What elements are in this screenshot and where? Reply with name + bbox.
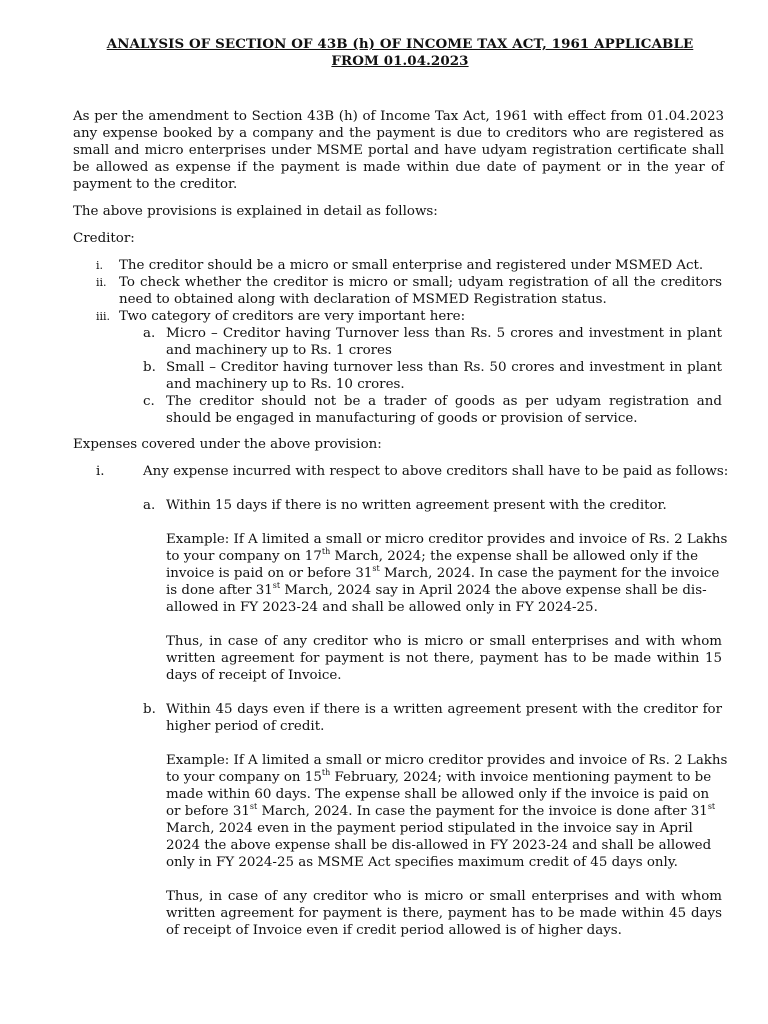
point-b-example-line: March, 2024 even in the payment period stipulated in the invoice say in April	[166, 821, 693, 836]
point-a-thus: Thus, in case of any creditor who is micro or small enterprises and with whom written agreement for payment is not there, payment has to be made within 15 days of receipt of Invoice.	[166, 634, 722, 683]
point-a-example-line: to your company on 17th March, 2024; the expense shall be allowed only if the	[166, 546, 698, 564]
creditor-sub-item: Small – Creditor having turnover less than Rs. 50 crores and investment in plant and machinery up to Rs. 10 crores.	[166, 360, 722, 392]
list-marker: ii.	[96, 276, 107, 289]
point-b-thus: Thus, in case of any creditor who is micro or small enterprises and with whom written agreement for payment is there, payment has to be made within 45 days of receipt of Invoice even if credit period allowed is of higher days.	[166, 889, 722, 938]
sub-list-marker: b.	[143, 702, 156, 717]
point-b-example-line: only in FY 2024-25 as MSME Act specifies maximum credit of 45 days only.	[166, 855, 678, 870]
point-a-example-line: Example: If A limited a small or micro creditor provides and invoice of Rs. 2 Lakhs	[166, 532, 728, 547]
expenses-heading: Expenses covered under the above provision:	[73, 437, 382, 452]
creditor-sub-item: The creditor should not be a trader of goods as per udyam registration and should be engaged in manufacturing of goods or provision of service.	[166, 394, 722, 426]
creditor-list-item: Two category of creditors are very important here:	[119, 309, 466, 324]
sub-list-marker: b.	[143, 360, 156, 375]
point-b-text: Within 45 days even if there is a written agreement present with the creditor for higher period of credit.	[166, 702, 722, 734]
point-b-example-line: or before 31st March, 2024. In case the payment for the invoice is done after 31st	[166, 801, 716, 819]
point-a-example-line: allowed in FY 2023-24 and shall be allowed only in FY 2024-25.	[166, 600, 598, 615]
sub-list-marker: a.	[143, 326, 156, 341]
point-a-example-line: invoice is paid on or before 31st March, 2024. In case the payment for the invoice	[166, 563, 720, 581]
list-marker: i.	[96, 259, 104, 272]
document-title-line-1: ANALYSIS OF SECTION OF 43B (h) OF INCOME TAX ACT, 1961 APPLICABLE	[106, 36, 694, 52]
point-b-example-line: 2024 the above expense shall be dis-allowed in FY 2023-24 and shall be allowed	[166, 838, 712, 853]
sub-list-marker: a.	[143, 498, 156, 513]
creditor-heading: Creditor:	[73, 231, 135, 246]
document-title-line-2: FROM 01.04.2023	[331, 53, 469, 69]
point-b-example-line: Example: If A limited a small or micro creditor provides and invoice of Rs. 2 Lakhs	[166, 753, 728, 768]
point-b-example-line: to your company on 15th February, 2024; with invoice mentioning payment to be	[166, 767, 712, 785]
point-a-text: Within 15 days if there is no written agreement present with the creditor.	[166, 498, 667, 513]
expense-item-text: Any expense incurred with respect to above creditors shall have to be paid as follows:	[143, 464, 729, 479]
intro-paragraph: As per the amendment to Section 43B (h) of Income Tax Act, 1961 with effect from 01.04.2023 any expense booked by a company and the payment is due to creditors who are registered as small and micro enterprises under MSME portal and have udyam registration certificate shall be allowed as expense if the payment is made within due date of payment or in the year of payment to the creditor.	[73, 109, 724, 192]
creditor-list-item: The creditor should be a micro or small enterprise and registered under MSMED Act.	[119, 258, 704, 273]
sub-list-marker: c.	[143, 394, 155, 409]
point-a-example-line: is done after 31st March, 2024 say in April 2024 the above expense shall be dis-	[166, 580, 707, 598]
creditor-sub-item: Micro – Creditor having Turnover less than Rs. 5 crores and investment in plant and machinery up to Rs. 1 crores	[166, 326, 722, 358]
list-marker: i.	[96, 464, 105, 479]
list-marker: iii.	[96, 310, 111, 323]
point-b-example-line: made within 60 days. The expense shall be allowed only if the invoice is paid on	[166, 787, 710, 802]
provisions-intro: The above provisions is explained in detail as follows:	[73, 204, 438, 219]
creditor-list-item: To check whether the creditor is micro or small; udyam registration of all the creditors need to obtained along with declaration of MSMED Registration status.	[119, 275, 722, 307]
